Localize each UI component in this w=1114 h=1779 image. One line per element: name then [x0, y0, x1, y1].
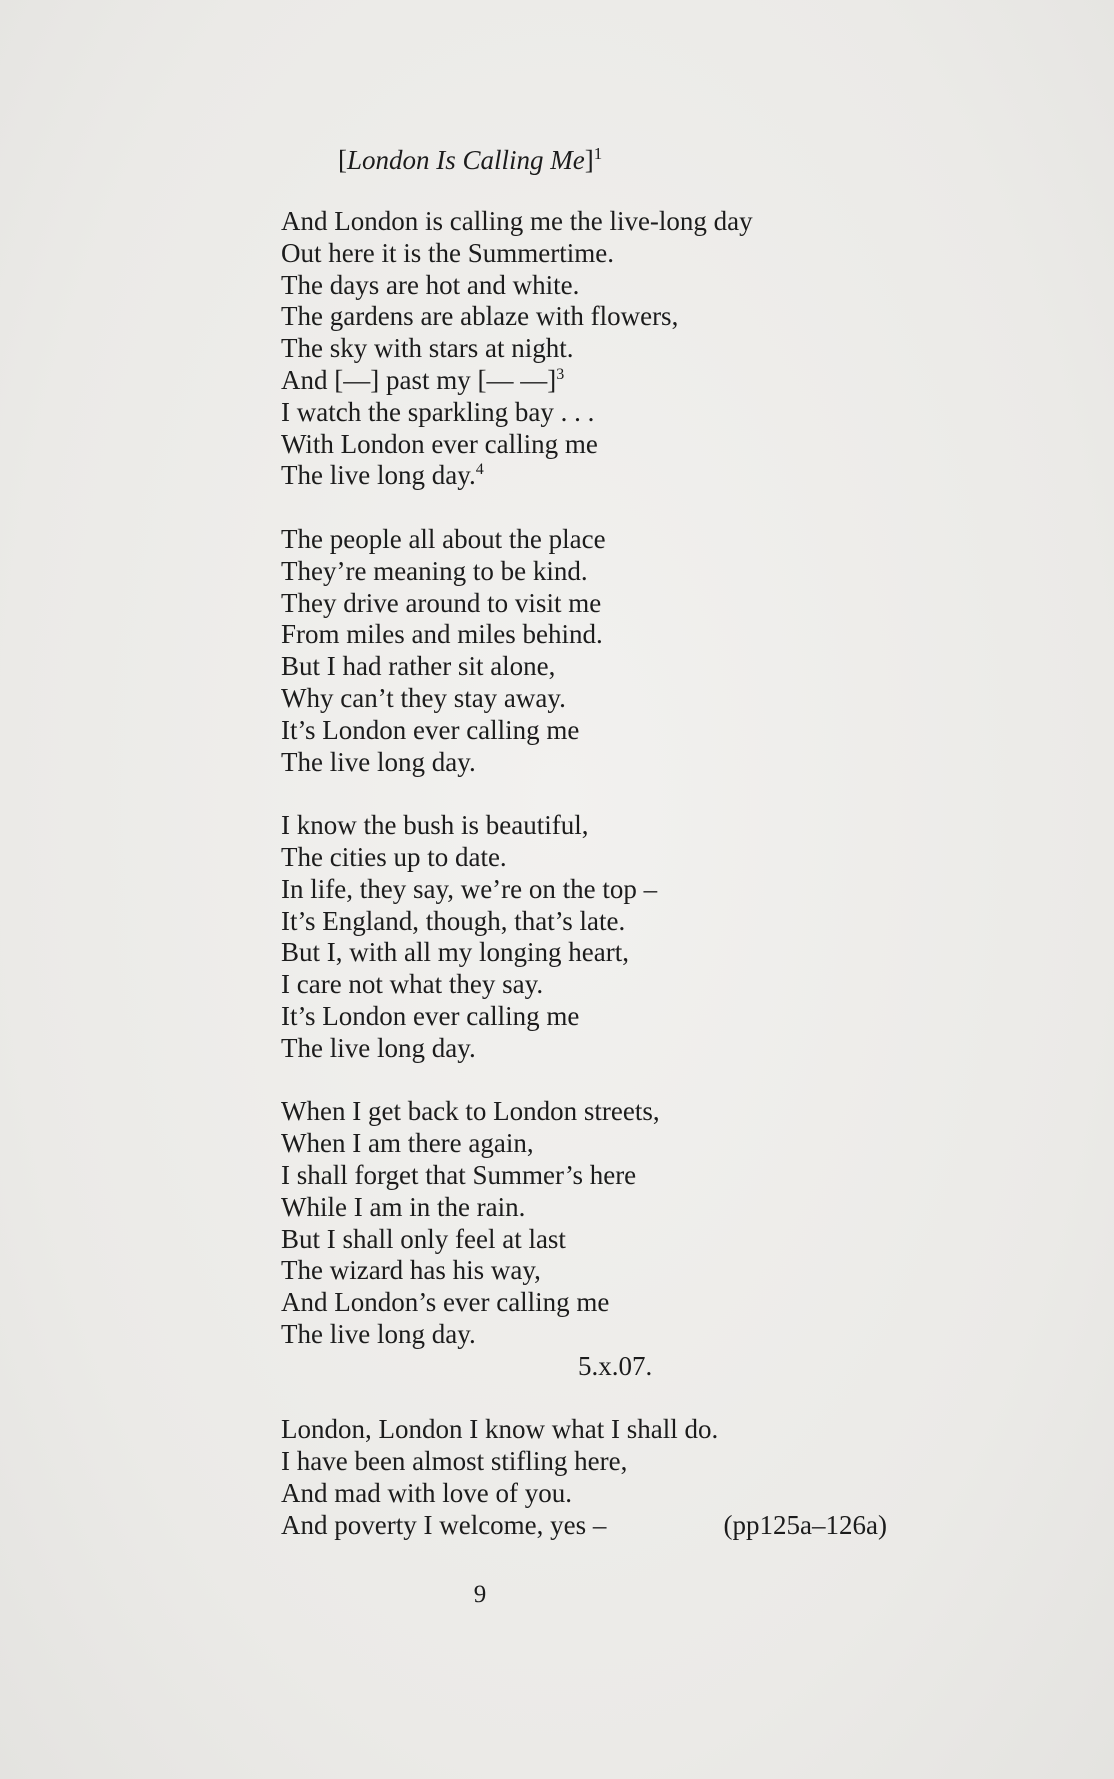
- poem-line: The sky with stars at night.: [281, 333, 574, 364]
- poem-line: From miles and miles behind.: [281, 619, 603, 650]
- poem-line: The cities up to date.: [281, 841, 507, 872]
- poem-line: When I get back to London streets,: [281, 1096, 660, 1127]
- poem-line: The live long day.: [281, 746, 476, 777]
- poem-line: The gardens are ablaze with flowers,: [281, 301, 679, 332]
- stanza-5: [281, 1414, 901, 1541]
- title-open-bracket: [: [338, 145, 347, 175]
- poem-line: When I am there again,: [281, 1128, 534, 1159]
- stanza-4: [281, 1096, 901, 1350]
- stanza-gap: [281, 778, 901, 810]
- poem-line: But I had rather sit alone,: [281, 651, 556, 682]
- poem-line: It’s England, though, that’s late.: [281, 905, 626, 936]
- poem-line: It’s London ever calling me: [281, 1000, 580, 1031]
- poem-line: I care not what they say.: [281, 969, 544, 1000]
- title-close-bracket: ]: [584, 145, 594, 175]
- poem-line: In life, they say, we’re on the top –: [281, 873, 658, 904]
- poem-line: I have been almost stifling here,: [281, 1446, 628, 1477]
- stanza-3: [281, 810, 901, 1064]
- poem-line: I know the bush is beautiful,: [281, 810, 589, 841]
- poem-line: The live long day.$^4$: [281, 460, 484, 491]
- poem-line: But I shall only feel at last: [281, 1223, 566, 1254]
- poem-line: The wizard has his way,: [281, 1255, 541, 1286]
- poem-line: And [—] past my [— —]$^3$: [281, 364, 565, 395]
- poem-line: Why can’t they stay away.: [281, 682, 566, 713]
- poem-line: I watch the sparkling bay . . .: [281, 396, 595, 427]
- poem-body: [281, 206, 901, 1541]
- poem-line: London, London I know what I shall do.: [281, 1414, 719, 1445]
- poem-line: Out here it is the Summertime.: [281, 237, 614, 268]
- page-number: 9: [473, 1581, 487, 1608]
- poem-line: They drive around to visit me: [281, 587, 602, 618]
- poem-line: I shall forget that Summer’s here: [281, 1159, 637, 1190]
- poem-line: And poverty I welcome, yes – (pp125a–126a): [281, 1509, 887, 1540]
- title-text: London Is Calling Me: [347, 145, 585, 175]
- title-footnote-marker: 1: [593, 144, 603, 163]
- stanza-2: [281, 524, 901, 778]
- poem-line: It’s London ever calling me: [281, 714, 580, 745]
- poem-line: The people all about the place: [281, 523, 606, 554]
- stanza-gap: [281, 492, 901, 524]
- poem-line: They’re meaning to be kind.: [281, 555, 588, 586]
- pages-reference: (pp125a–126a): [723, 1509, 887, 1540]
- poem-line: With London ever calling me: [281, 428, 598, 459]
- poem-date: 5.x.07.: [578, 1350, 653, 1381]
- poem-line: The live long day.: [281, 1318, 476, 1349]
- stanza-gap: [281, 1065, 901, 1097]
- poem-line: The days are hot and white.: [281, 269, 580, 300]
- poem-title: [338, 143, 602, 177]
- poem-line: The live long day.: [281, 1032, 476, 1063]
- stanza-1: [281, 206, 901, 492]
- poem-line: And London is calling me the live-long day: [281, 206, 753, 236]
- poem-line: And mad with love of you.: [281, 1477, 572, 1508]
- poem-line: But I, with all my longing heart,: [281, 937, 629, 968]
- footnote-marker: 4: [475, 461, 484, 479]
- stanza-gap: [281, 1382, 901, 1414]
- poem-line: While I am in the rain.: [281, 1191, 526, 1222]
- poem-line: And London’s ever calling me: [281, 1287, 610, 1318]
- footnote-marker: 3: [556, 365, 565, 383]
